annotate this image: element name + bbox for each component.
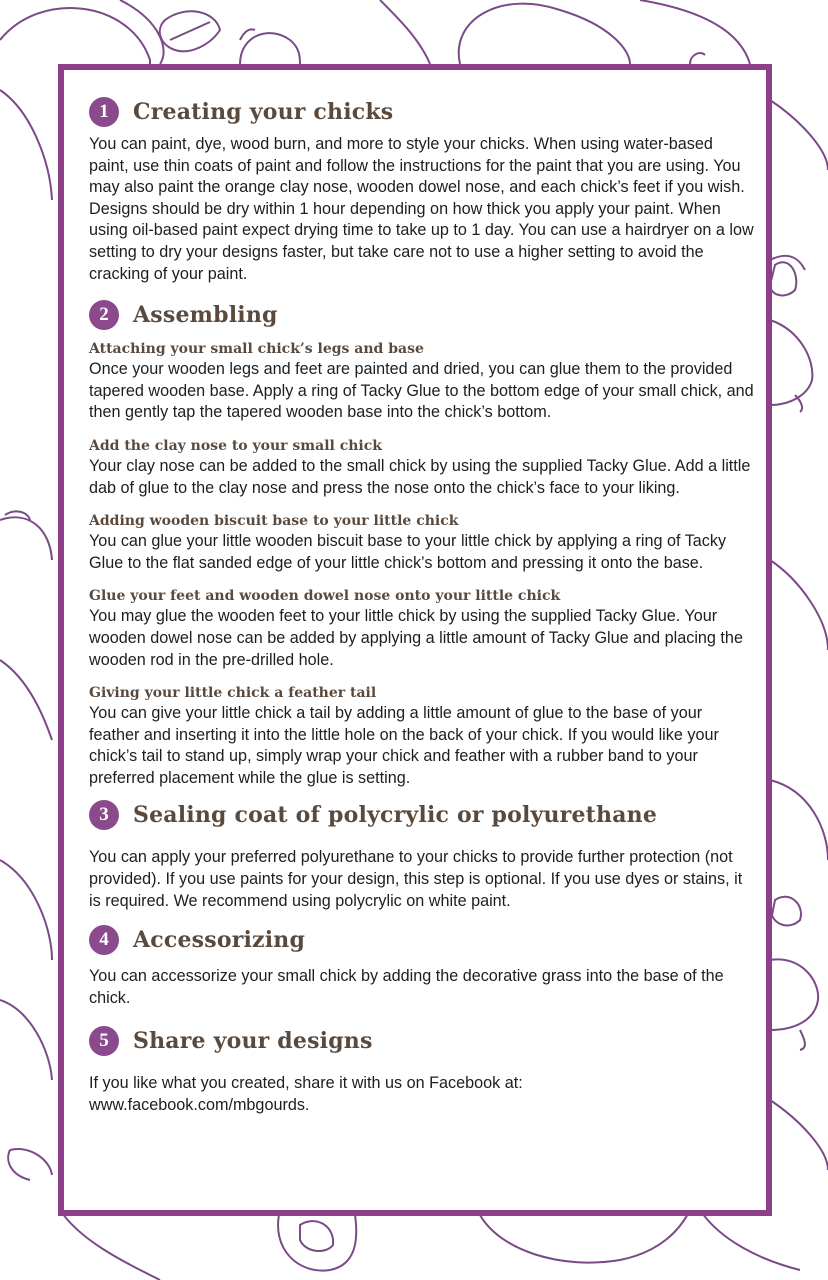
section-number-badge: 3 bbox=[89, 800, 119, 830]
section-5-text bbox=[89, 1073, 754, 1116]
subsection-title: Glue your feet and wooden dowel nose onto your little chick bbox=[89, 588, 561, 605]
section-2-header bbox=[89, 293, 754, 337]
subsection-title: Add the clay nose to your small chick bbox=[89, 437, 382, 454]
subsection-text: You may glue the wooden feet to your little chick by using the supplied Tacky Glue. Your wooden dowel nose can be added by applying a little amount of Tacky Glue and placing the wooden rod in the pre-drilled hole. bbox=[89, 607, 743, 669]
section-number-badge: 1 bbox=[89, 97, 119, 127]
leaf-icon bbox=[772, 897, 801, 926]
subsection-title: Attaching your small chick’s legs and base bbox=[89, 341, 424, 358]
section-title: Sealing coat of polycrylic or polyurethane bbox=[133, 802, 658, 829]
subsection-text: Your clay nose can be added to the small chick by using the supplied Tacky Glue. Add a little dab of glue to the clay nose and press the nose onto the chick’s face to your liking. bbox=[89, 456, 751, 497]
section-3-header bbox=[89, 793, 754, 837]
section-4-text: You can accessorize your small chick by adding the decorative grass into the base of the chick. bbox=[89, 967, 724, 1007]
section-4-header bbox=[89, 918, 754, 962]
section-title: Share your designs bbox=[133, 1028, 373, 1055]
section-1-text: You can paint, dye, wood burn, and more to style your chicks. When using water-based paint, use thin coats of paint and follow the instructions for the paint that you are using. You may also paint the orange clay nose, wooden dowel nose, and each chick’s feet if you wish. Designs should be dry within 1 hour depending on how thick you apply your paint. When using oil-based paint expect drying time to take up to 1 day. You can use a hairdryer on a low setting to dry your designs faster, but take care not to use a higher setting to avoid the cracking of your paint. bbox=[89, 135, 754, 283]
section-title: Accessorizing bbox=[133, 927, 306, 954]
section-number-badge: 4 bbox=[89, 925, 119, 955]
subsection bbox=[89, 511, 754, 574]
subsection bbox=[89, 586, 754, 671]
section-title: Creating your chicks bbox=[133, 99, 394, 125]
subsection bbox=[89, 339, 754, 424]
section-number-badge: 2 bbox=[89, 300, 119, 330]
section-title: Assembling bbox=[133, 302, 278, 329]
subsection bbox=[89, 683, 754, 789]
section-1-header bbox=[89, 90, 754, 134]
section-3-text: You can apply your preferred polyurethane to your chicks to provide further protection (not provided). If you use paints for your design, this step is optional. If you use dyes or stains, it is required. We recommend using polycrylic on white paint. bbox=[89, 848, 743, 910]
section-5-line: If you like what you created, share it with us on Facebook at: bbox=[89, 1074, 523, 1093]
subsection-text: Once your wooden legs and feet are painted and dried, you can glue them to the provided tapered wooden base. Apply a ring of Tacky Glue to the bottom edge of your small chick, and then gently tap the tapered wooden base into the chick’s bottom. bbox=[89, 360, 754, 422]
subsection-text: You can give your little chick a tail by adding a little amount of glue to the base of your feather and inserting it into the little hole on the back of your chick. If you would like your chick’s tail to stand up, simply wrap your chick and feather with a rubber band to your preferred placement while the glue is setting. bbox=[89, 704, 719, 787]
leaf-icon bbox=[300, 1221, 333, 1251]
subsection bbox=[89, 436, 754, 499]
instructions-content bbox=[89, 90, 754, 1117]
facebook-link[interactable]: www.facebook.com/mbgourds. bbox=[89, 1096, 310, 1115]
subsection-title: Giving your little chick a feather tail bbox=[89, 685, 377, 702]
subsection-text: You can glue your little wooden biscuit base to your little chick by applying a ring of Tacky Glue to the flat sanded edge of your little chick’s bottom and pressing it onto the base. bbox=[89, 532, 727, 572]
leaf-icon bbox=[770, 262, 796, 295]
subsection-title: Adding wooden biscuit base to your little chick bbox=[89, 513, 459, 530]
section-5-header bbox=[89, 1019, 754, 1063]
instructions-card bbox=[58, 64, 772, 1216]
section-number-badge: 5 bbox=[89, 1026, 119, 1056]
